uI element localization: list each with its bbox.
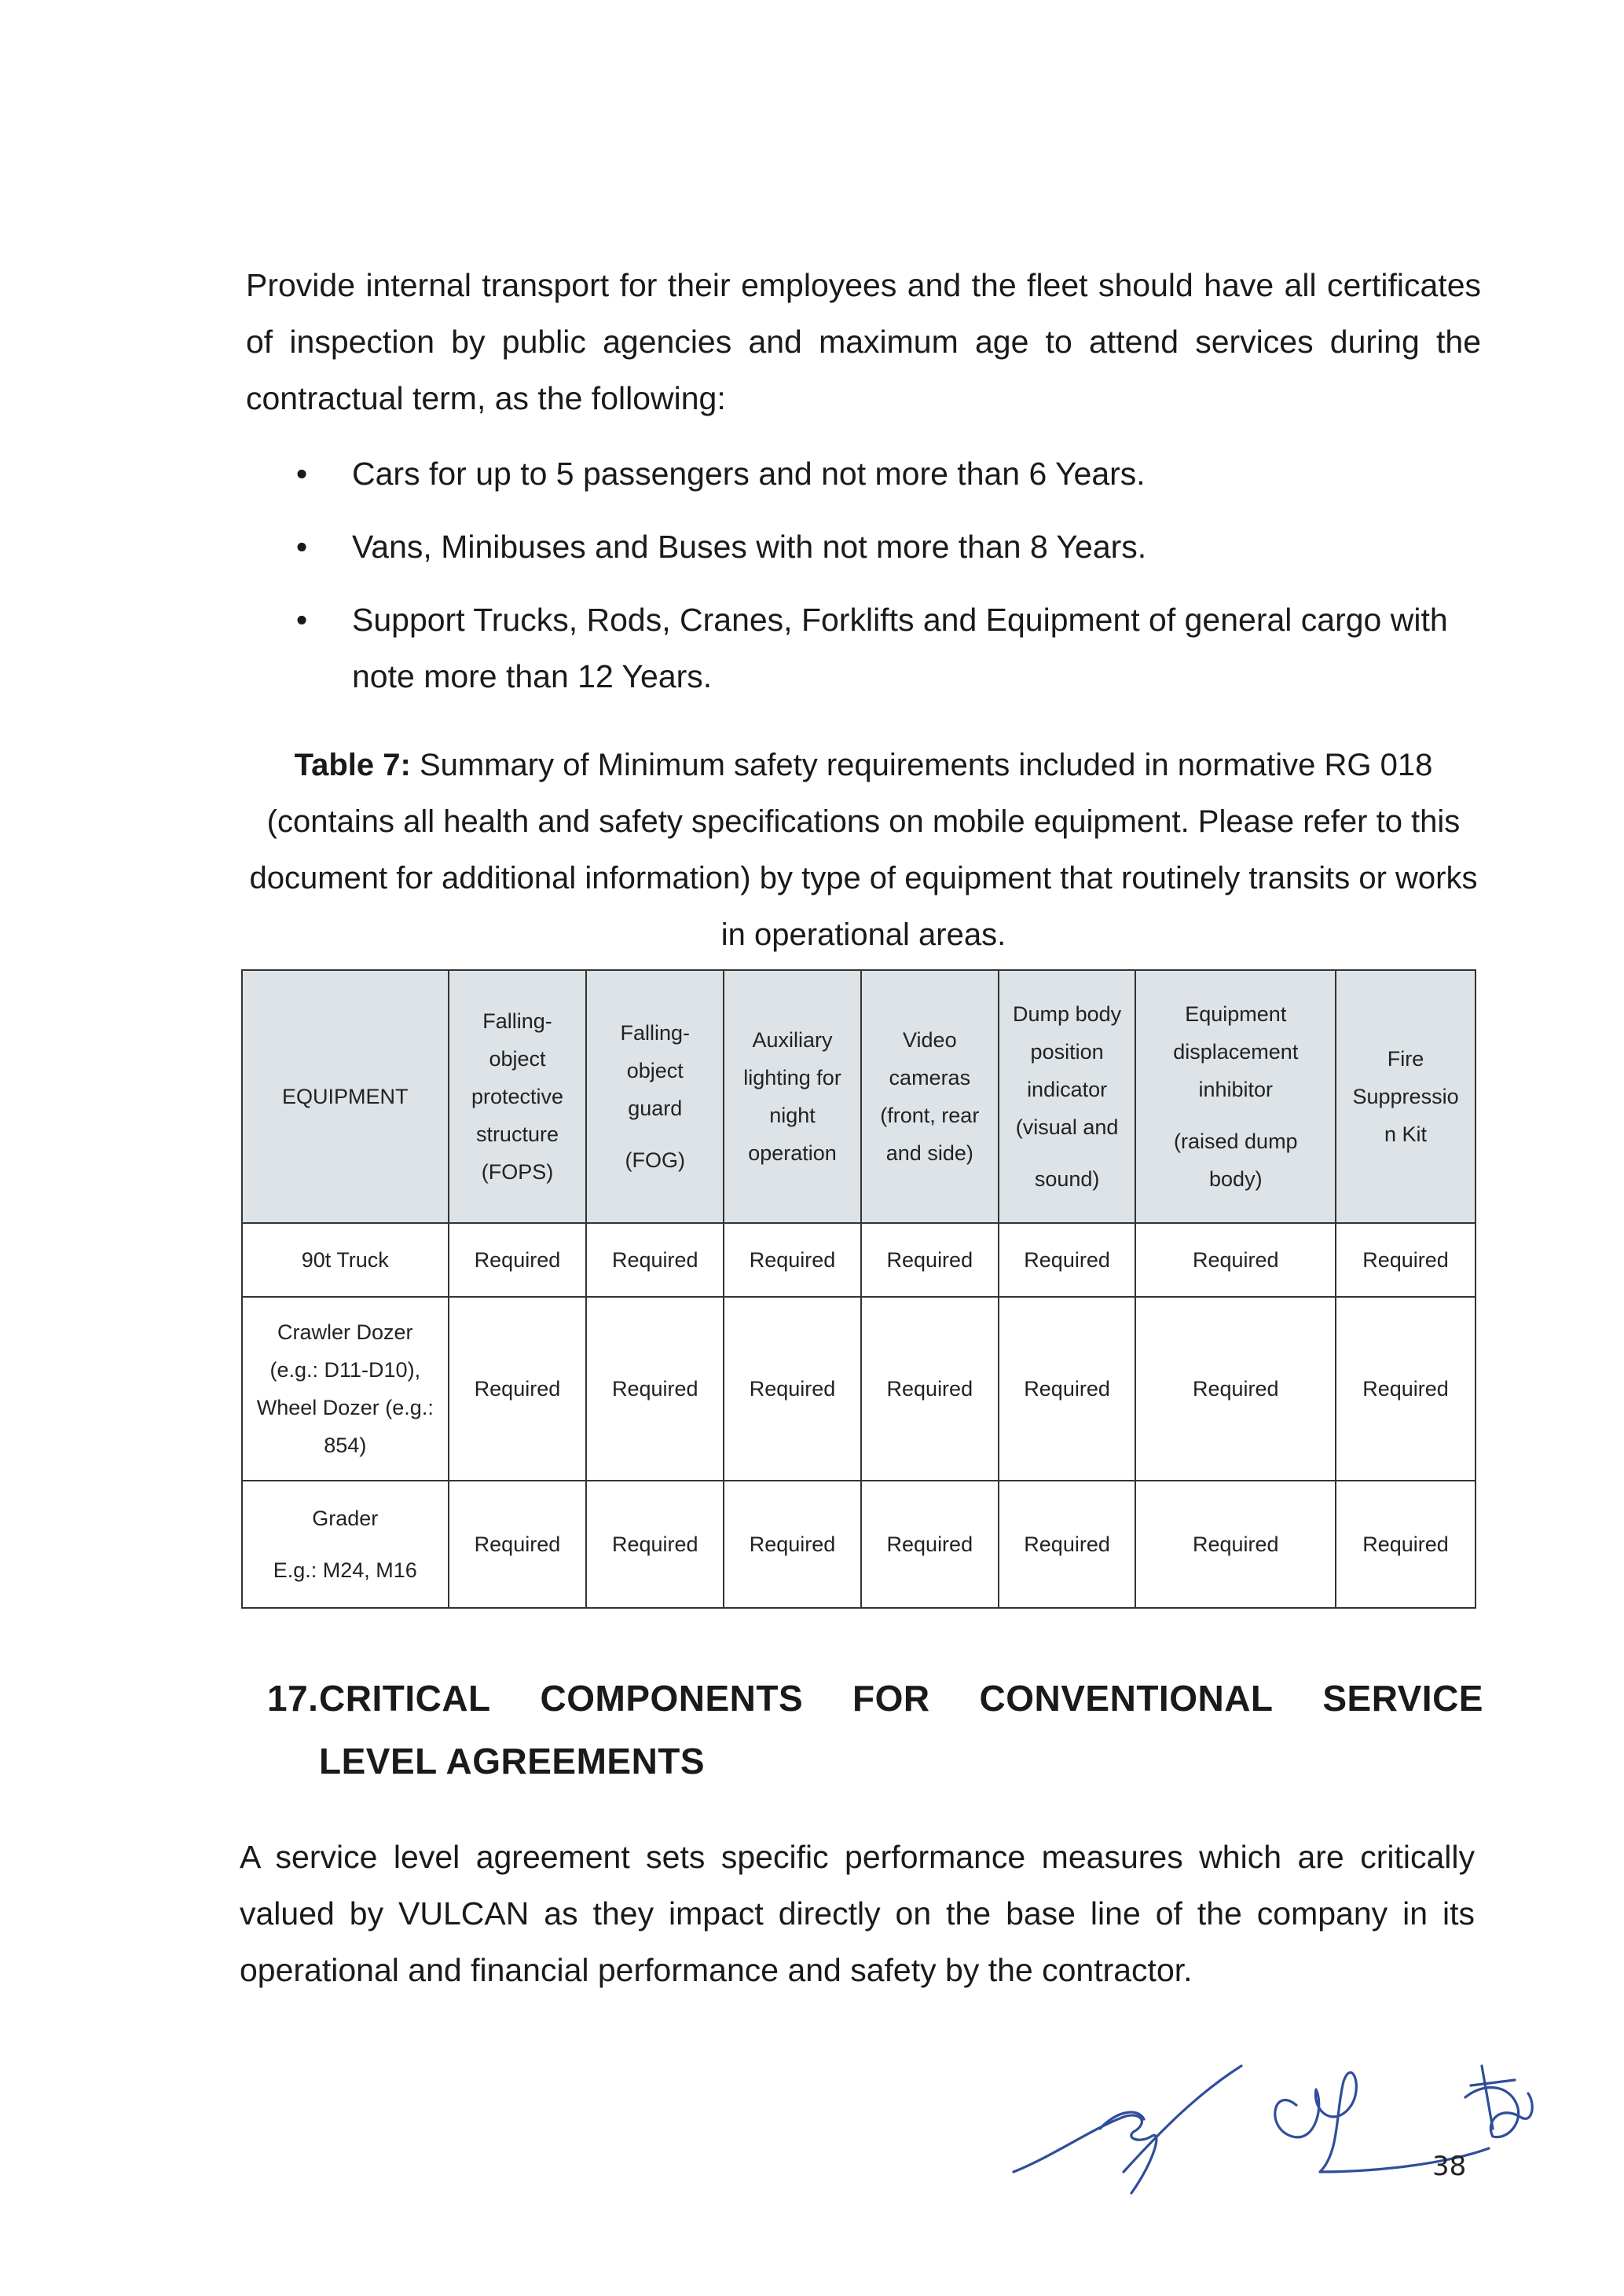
section-heading: 17.CRITICAL COMPONENTS FOR CONVENTIONAL SERVICE LEVEL AGREEMENTS <box>267 1667 1483 1792</box>
value-cell: Required <box>724 1481 861 1608</box>
list-item-text: Support Trucks, Rods, Cranes, Forklifts and Equipment of general cargo with note more than 12 Years. <box>352 602 1448 694</box>
value-cell: Required <box>861 1481 999 1608</box>
header-dump-body-indicator: Dump body position indicator (visual and sound) <box>999 970 1136 1223</box>
table-caption-text: Summary of Minimum safety requirements included in normative RG 018 (contains all health and safety specifications on mobile equipment. Please refer to this document for additional information) by type of equipment that routinely transits or works in operational areas. <box>249 748 1478 952</box>
header-fops: Falling- object protective structure (FOPS) <box>449 970 587 1223</box>
list-item <box>294 591 1482 705</box>
safety-requirements-table <box>241 969 1476 1609</box>
list-item <box>294 445 1482 502</box>
value-cell: Required <box>449 1223 587 1297</box>
page-number: 38 <box>1432 2151 1467 2182</box>
header-auxiliary-lighting: Auxiliary lighting for night operation <box>724 970 861 1223</box>
value-cell: Required <box>1135 1297 1336 1481</box>
bullet-icon: • <box>295 456 308 492</box>
bullet-icon: • <box>295 602 308 638</box>
value-cell: Required <box>1135 1223 1336 1297</box>
table-caption-label: Table 7: <box>294 748 411 782</box>
value-cell: Required <box>586 1297 724 1481</box>
value-cell: Required <box>1336 1297 1476 1481</box>
value-cell: Required <box>586 1481 724 1608</box>
table-caption <box>246 737 1481 963</box>
bullet-icon: • <box>295 529 308 565</box>
section-title-line2: LEVEL AGREEMENTS <box>319 1741 706 1782</box>
table-header-row <box>242 970 1476 1223</box>
handwritten-signature-icon <box>1006 2011 1571 2207</box>
value-cell: Required <box>449 1297 587 1481</box>
value-cell: Required <box>999 1481 1136 1608</box>
value-cell: Required <box>724 1297 861 1481</box>
intro-paragraph: Provide internal transport for their employees and the fleet should have all certificates of inspection by public agencies and maximum age to attend services during the contractual term, as the following: <box>246 267 1481 416</box>
value-cell: Required <box>586 1223 724 1297</box>
header-fog: Falling- object guard (FOG) <box>586 970 724 1223</box>
value-cell: Required <box>1336 1481 1476 1608</box>
equipment-cell: 90t Truck <box>242 1223 449 1297</box>
header-fire-suppression: Fire Suppressio n Kit <box>1336 970 1476 1223</box>
value-cell: Required <box>724 1223 861 1297</box>
value-cell: Required <box>1336 1223 1476 1297</box>
table-row <box>242 1297 1476 1481</box>
header-displacement-inhibitor: Equipment displacement inhibitor (raised dump body) <box>1135 970 1336 1223</box>
value-cell: Required <box>449 1481 587 1608</box>
list-item <box>294 518 1482 575</box>
table-row <box>242 1223 1476 1297</box>
list-item-text: Cars for up to 5 passengers and not more than 6 Years. <box>352 456 1146 492</box>
equipment-cell: Crawler Dozer (e.g.: D11-D10), Wheel Dozer (e.g.: 854) <box>242 1297 449 1481</box>
value-cell: Required <box>999 1223 1136 1297</box>
equipment-cell: Grader E.g.: M24, M16 <box>242 1481 449 1608</box>
value-cell: Required <box>1135 1481 1336 1608</box>
value-cell: Required <box>861 1297 999 1481</box>
table-row <box>242 1481 1476 1608</box>
header-video-cameras: Video cameras (front, rear and side) <box>861 970 999 1223</box>
vehicle-age-list <box>294 445 1482 721</box>
list-item-text: Vans, Minibuses and Buses with not more than 8 Years. <box>352 529 1147 565</box>
section-number: 17. <box>267 1678 319 1719</box>
sla-paragraph: A service level agreement sets specific performance measures which are critically valued by VULCAN as they impact directly on the base line of the company in its operational and financial performance and safety by the contractor. <box>240 1839 1475 1988</box>
header-equipment: EQUIPMENT <box>242 970 449 1223</box>
value-cell: Required <box>999 1297 1136 1481</box>
value-cell: Required <box>861 1223 999 1297</box>
